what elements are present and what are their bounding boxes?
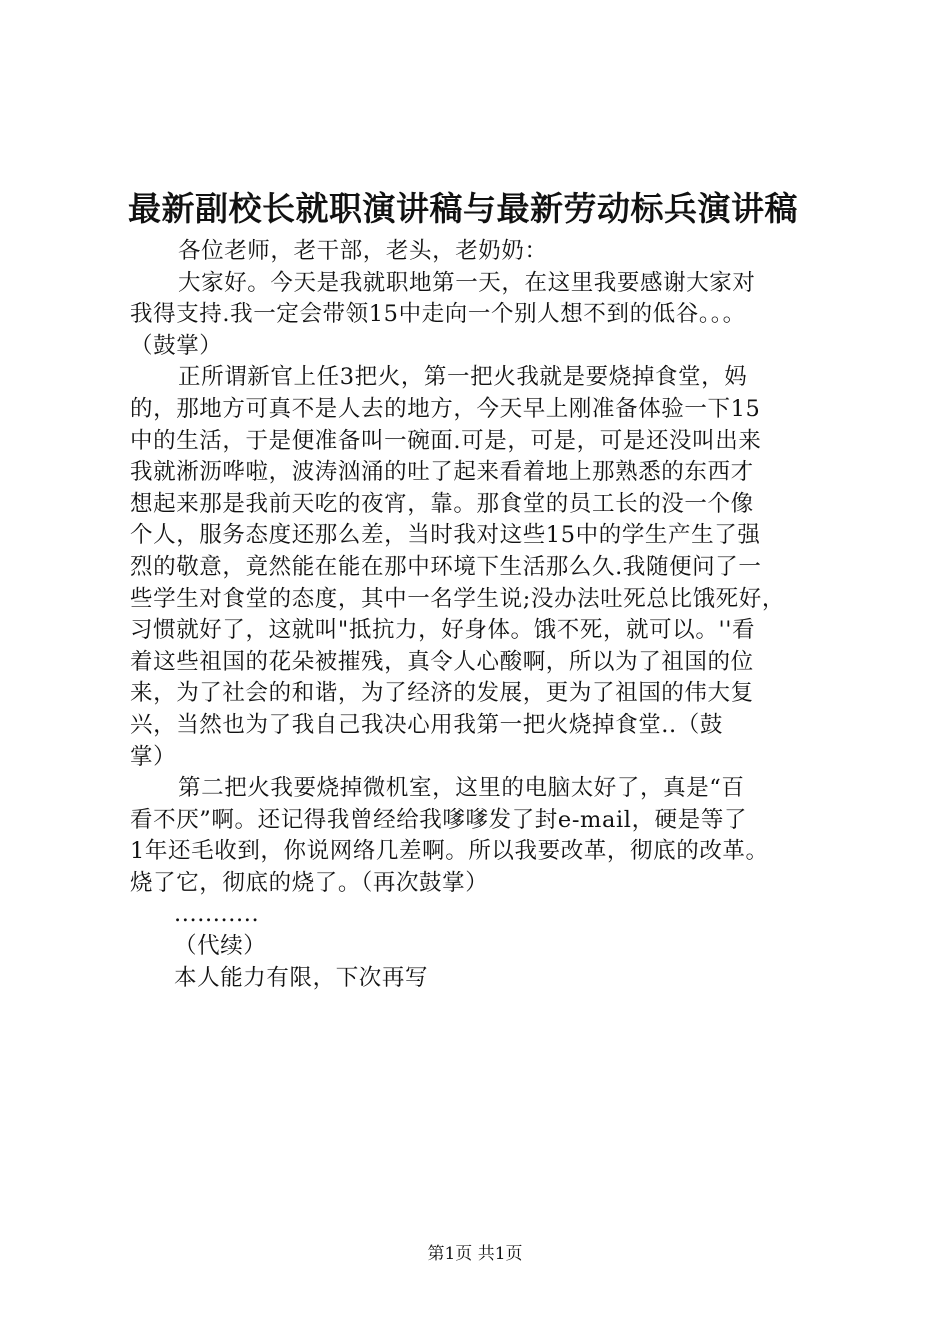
text-line: 中的生活，于是便准备叫一碗面.可是，可是，可是还没叫出来 bbox=[130, 427, 762, 454]
text-line: 本人能力有限，下次再写 bbox=[174, 964, 429, 991]
document-title: 最新副校长就职演讲稿与最新劳动标兵演讲稿 bbox=[128, 189, 798, 228]
text-line: 着这些祖国的花朵被摧残，真令人心酸啊，所以为了祖国的位 bbox=[130, 648, 754, 675]
text-line: 看不厌”啊。还记得我曾经给我嗲嗲发了封e-mail，硬是等了 bbox=[130, 806, 748, 833]
text-line: 掌） bbox=[130, 743, 177, 770]
text-line: 的，那地方可真不是人去的地方，今天早上刚准备体验一下15 bbox=[130, 395, 761, 422]
text-line: 兴，当然也为了我自己我决心用我第一把火烧掉食堂..（鼓 bbox=[130, 711, 724, 738]
text-line: 烈的敬意，竟然能在能在那中环境下生活那么久.我随便问了一 bbox=[130, 553, 762, 580]
document-body bbox=[130, 236, 838, 994]
text-line: （鼓掌） bbox=[130, 332, 223, 359]
text-line: ........... bbox=[174, 901, 260, 928]
text-line: 些学生对食堂的态度，其中一名学生说;没办法吐死总比饿死好， bbox=[130, 585, 785, 612]
text-line: （代续） bbox=[174, 933, 267, 960]
text-line: 大家好。今天是我就职地第一天，在这里我要感谢大家对 bbox=[178, 269, 756, 296]
text-line: 个人，服务态度还那么差，当时我对这些15中的学生产生了强 bbox=[130, 522, 761, 549]
text-line: 各位老师，老干部，老头，老奶奶： bbox=[178, 238, 548, 264]
text-line: 第二把火我要烧掉微机室，这里的电脑太好了，真是“百 bbox=[178, 775, 745, 802]
text-line: 想起来那是我前天吃的夜宵，靠。那食堂的员工长的没一个像 bbox=[130, 490, 754, 517]
text-line: 正所谓新官上任3把火，第一把火我就是要烧掉食堂，妈 bbox=[178, 364, 748, 391]
text-line: 习惯就好了，这就叫"抵抗力，好身体。饿不死，就可以。''看 bbox=[130, 617, 756, 644]
text-line: 我就淅沥哗啦，波涛汹涌的吐了起来看着地上那熟悉的东西才 bbox=[130, 459, 754, 486]
text-line: 烧了它，彻底的烧了。（再次鼓掌） bbox=[130, 869, 489, 896]
page-footer: 第1页 共1页 bbox=[427, 1244, 523, 1264]
text-line: 1年还毛收到，你说网络几差啊。所以我要改革，彻底的改革。 bbox=[130, 838, 769, 865]
text-line: 我得支持.我一定会带领15中走向一个别人想不到的低谷。。。 bbox=[130, 301, 746, 328]
text-line: 来，为了社会的和谐，为了经济的发展，更为了祖国的伟大复 bbox=[130, 680, 754, 707]
